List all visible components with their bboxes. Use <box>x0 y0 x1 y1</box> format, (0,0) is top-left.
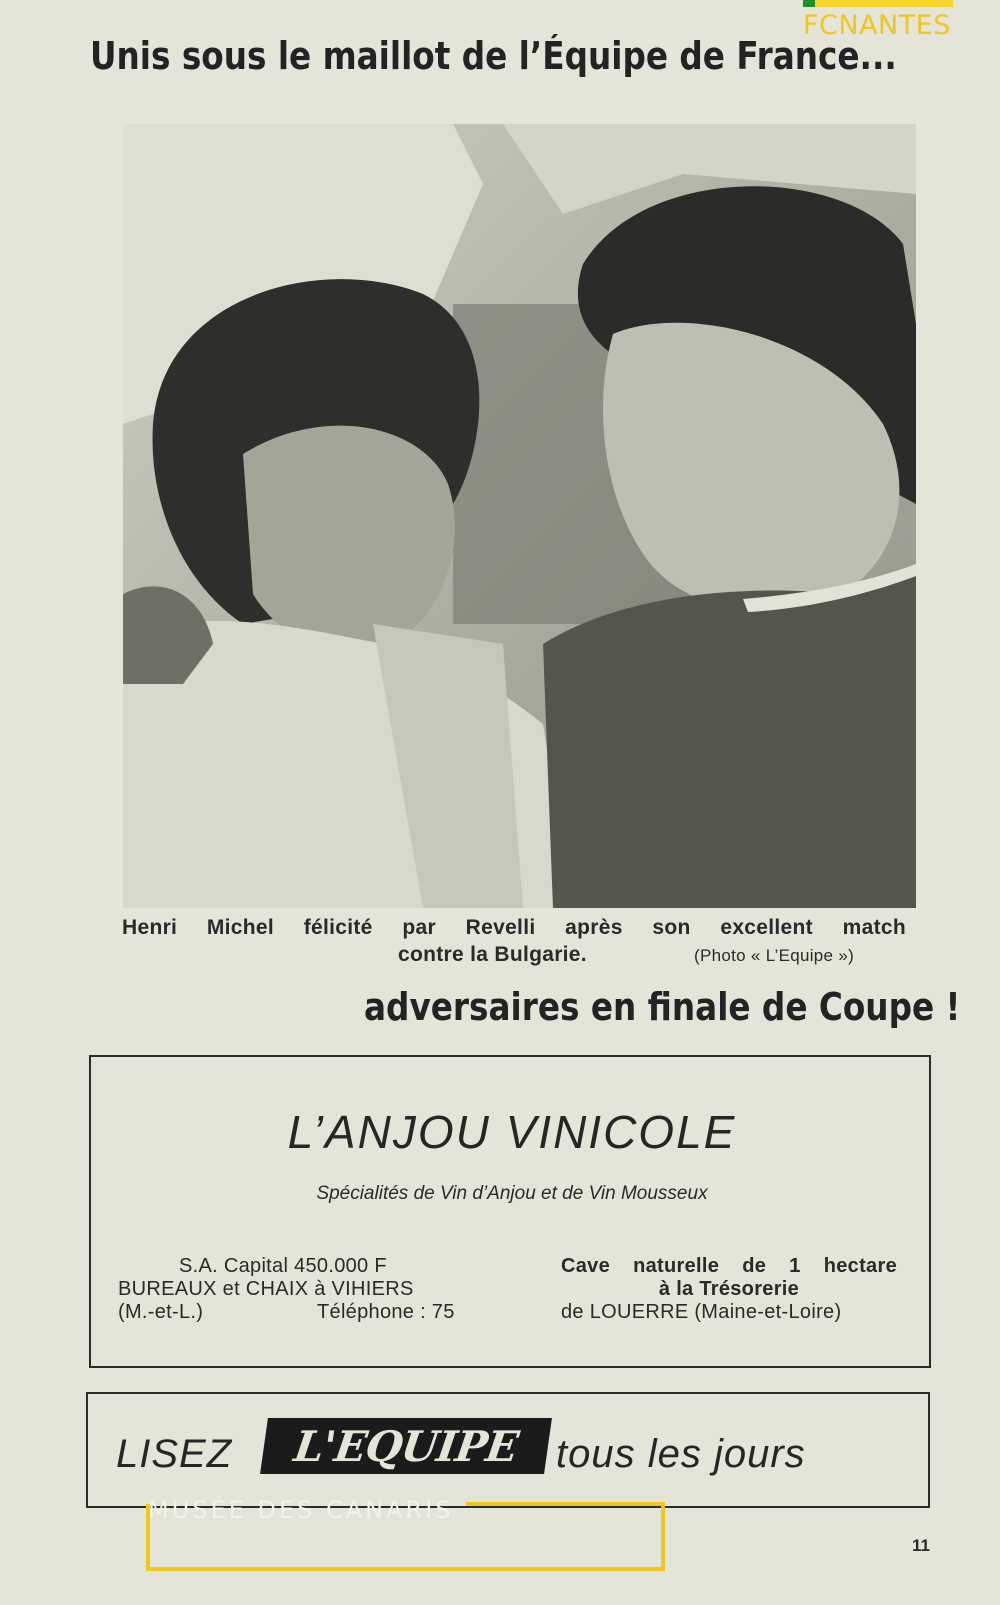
photo-illustration <box>123 124 916 908</box>
page-number: 11 <box>912 1536 930 1555</box>
ad-cellar: Cave naturelle de 1 hectare <box>561 1255 897 1277</box>
ad-lisez: LISEZ <box>116 1432 233 1476</box>
ad-tagline: Spécialités de Vin d’Anjou et de Vin Mousseux <box>316 1183 708 1204</box>
ad-cellar-location: à la Trésorerie <box>658 1278 800 1300</box>
club-mark-bars <box>803 0 953 7</box>
ad-capital: S.A. Capital 450.000 F <box>179 1255 387 1277</box>
photo-credit: (Photo « L’Equipe ») <box>694 946 855 965</box>
subheadline: adversaires en finale de Coupe ! <box>364 985 961 1029</box>
lequipe-logo-text: L'EQUIPE <box>291 1422 521 1471</box>
ad-tous-les-jours: tous les jours <box>556 1432 806 1476</box>
club-mark-text: FCNANTES <box>803 10 951 41</box>
yellow-bar <box>815 0 953 7</box>
left-player-face <box>243 426 455 652</box>
ad-anjou-vinicole <box>89 1055 931 1368</box>
right-player-jersey <box>543 574 916 908</box>
photo-players <box>123 124 916 908</box>
photo-caption-line1: Henri Michel félicité par Revelli après son excellent match <box>122 916 906 939</box>
photo-caption-line2: contre la Bulgarie. <box>398 943 587 966</box>
ad-company-name: L’ANJOU VINICOLE <box>287 1106 737 1158</box>
green-bar <box>803 0 815 7</box>
ad-offices: BUREAUX et CHAIX à VIHIERS <box>118 1278 414 1300</box>
ad-department: (M.-et-L.) <box>118 1301 204 1323</box>
lequipe-logo <box>260 1418 552 1474</box>
headline: Unis sous le maillot de l’Équipe de France... <box>90 34 897 78</box>
museum-watermark: MUSÉE DES CANARIS <box>148 1496 454 1524</box>
ad-cellar-town: de LOUERRE (Maine-et-Loire) <box>561 1301 842 1323</box>
ad-lequipe <box>86 1392 930 1508</box>
ad-telephone: Téléphone : 75 <box>317 1301 455 1323</box>
